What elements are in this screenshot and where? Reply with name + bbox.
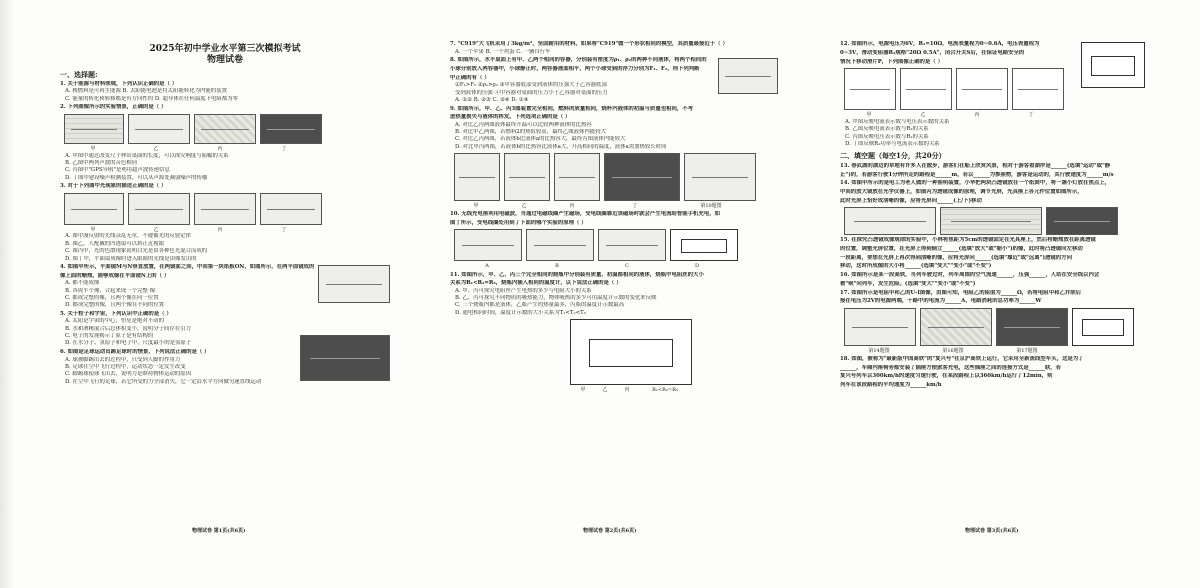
option-line: B. 乙图中两列声波的音色相同: [65, 159, 138, 166]
high-speed-train-photo: [996, 308, 1068, 346]
option-line: B. 足球在空中飞行过程中，运动状态一定发生改变: [65, 363, 186, 370]
question-line: 8. 如图所示，水平桌面上有甲、乙两个相同的容器，分别装有密度为ρ₁、ρ₂的两种不同液体，将两个相同的: [450, 57, 707, 64]
q12-circuit-figure: [1081, 42, 1145, 88]
three-flask-circuit-figure: [570, 319, 692, 385]
question-line: 2. 下列图像所示的实验情景，正确的是（ ）: [60, 104, 167, 111]
figure-caption: 乙: [521, 203, 527, 210]
question-line: 此时光屏上恰好成清晰的像，应将光屏向______(上/下)移动: [840, 197, 982, 204]
option-line: C. 电子的发现揭示了原子是有结构的: [65, 333, 154, 340]
figure-caption: 丁: [281, 145, 287, 152]
question-line: 小球分别放入两容器中，小球静止时，两容器液面相平，两个小球受到的浮力分别为F₁、F₂，则下列判断: [450, 66, 700, 73]
lens-setup-figure: [844, 207, 936, 235]
figure-caption: 丙: [217, 145, 223, 152]
figure-caption: 乙: [153, 226, 159, 233]
q9-figure-captions: [454, 203, 778, 210]
option-line: D. 在水分子、氢原子和电子中，尺度最小的是氢原子: [65, 340, 192, 347]
option-line: C. 丙图反映电压表示数与R₂的关系: [845, 133, 929, 140]
figure-caption: 第17题图: [1016, 347, 1038, 354]
option-line: A. 甲、丙可探究电阻丝产生电热的多少与电阻大小的关系: [455, 287, 592, 294]
option-line: C. 图丙中，光的色散现象说明白光是由各种色光混合而成的: [65, 248, 208, 255]
option-line: B. 水和酒精混合后总体积变小，说明分子间存在引力: [65, 325, 191, 332]
figure-caption: C: [625, 263, 629, 270]
exam-page-1: [60, 40, 390, 550]
figure-caption: 丁: [632, 203, 638, 210]
figure-caption: 甲: [580, 387, 586, 394]
question-line: 15. 在探究凸透镜成像规律的实验中，小林将焦距为5cm的透镜固定在光具座上，然后将蜡烛放在距离透镜: [840, 237, 1096, 244]
option-line: A. 都不能成像: [65, 280, 100, 287]
figure-caption: 丙: [974, 112, 980, 119]
question-line: 3. 对于下列图中光现象的描述正确的是（ ）: [60, 183, 167, 190]
option-line: D. 都成完整的像，且两个像在不同的位置: [65, 302, 165, 309]
exam-page-2: [450, 40, 778, 550]
brick-wall-figure: [920, 308, 992, 346]
mirror-figure: [260, 193, 322, 225]
graph-figure: [900, 68, 952, 110]
page-footer: 物理试卷 第3页(共6页): [965, 528, 1019, 534]
page-footer: 物理试卷 第1页(共6页): [192, 528, 246, 534]
question-line: 虑热量损失与液体的挥发。下列选项正确的是（ ）: [450, 114, 571, 121]
q17-circuit-figure: [1072, 308, 1134, 346]
train-photo: [1046, 207, 1118, 235]
figure-caption: 第16题图: [942, 347, 964, 354]
scan-shadow: [0, 0, 14, 588]
exam-subtitle: 物理试卷: [206, 55, 243, 66]
option-line: A. 甲图中通过改变尺子伸出桌面的长度，可以探究响度与振幅的关系: [65, 152, 229, 159]
q11-figure: [570, 319, 778, 385]
option-line: A. 一个苹果 B. 一个鸡蛋 C. 一辆自行车: [455, 48, 551, 55]
question-line: 中正确的有（ ）: [450, 74, 490, 81]
option-line: A. 图甲漫反射的光线杂乱无章，不遵循光的反射定律: [65, 233, 191, 240]
exam-page-3: [840, 40, 1145, 550]
motor-figure: [598, 229, 666, 261]
q2-figure-captions: [64, 146, 390, 153]
figure-caption: 乙: [920, 112, 926, 119]
question-line: 7. "C919"大飞机采用了3kg/m³，坚固耐用的材料，如果将"C919"做一个形状相同的模型，其质量最接近于（ ）: [450, 41, 728, 48]
figure-caption: 甲: [866, 112, 872, 119]
option-line: B. 图乙，人配戴的凹透镜可以矫正近视眼: [65, 240, 165, 247]
q9-figures: [454, 153, 778, 201]
optical-bench-figure: [940, 207, 1042, 235]
option-line: 受到液体的压强 ④甲容器对桌面的压力小于乙容器对桌面的压力: [455, 89, 608, 96]
q12-graphs: [844, 68, 1077, 110]
figure-caption: 丙: [217, 226, 223, 233]
option-line: A. 甲图反映电流表示数与电压表示数的关系: [845, 119, 950, 125]
figure-caption: 丙: [624, 387, 630, 394]
question-line: 被"吸"向列车，发生危险。(选填"变大""变小"或"不变"): [840, 280, 976, 287]
option-line: B. 各成半个像，合起来成一个完整 像: [65, 287, 155, 294]
two-containers-figure: [718, 58, 778, 94]
eye-lens-figure: [128, 193, 190, 225]
q17-figure-captions: [844, 348, 1145, 355]
figure-caption: 乙: [153, 145, 159, 152]
electromagnet-figure: [670, 229, 738, 261]
question-line: 17. 如图所示是电阻甲和乙的U-I图像，由图可知，电阻乙的阻值为______Ω，若将电阻甲和乙并联后: [840, 289, 1082, 296]
question-line: 一段距离，要想在光屏上再次得到清晰的像，应将光屏向______(选填"靠近"或"远离")透镜的方向: [840, 254, 1072, 261]
question-line: 图丁所示，受电线圈处用到了下面的哪个实验的原理（ ）: [450, 220, 587, 227]
option-line: C. 三个烧瓶内都是液体，乙瓶产生的热量最多，丙瓶的温度计示数最高: [455, 302, 625, 309]
option-line: ①F₁>F₂ ②ρ₁>ρ₂ ③甲容器底部受到液体的压强大于乙容器底部: [455, 82, 607, 89]
q11-figure-captions: [574, 387, 778, 394]
figure-caption: 第10题图: [700, 203, 722, 210]
option-line: C. 能量的转化和转移都是有方向性的 D. 超导体在任何温度下电阻都为零: [65, 95, 238, 102]
option-line: A. 球被脚踢出去的过程中，只受到人脚的作用力: [65, 356, 181, 363]
question-line: 的位置，调整光屏位置，在光屏上得到倒立______(选填"放大"或"缩小")的像，此时将凸透镜向左移动: [840, 245, 1083, 252]
soccer-photo: [300, 335, 390, 381]
generator-figure: [526, 229, 594, 261]
figure-caption: 甲: [473, 203, 479, 210]
prism-figure: [194, 193, 256, 225]
option-line: A. 核燃料是可再生能源 B. 太阳能电池是将太阳能转化为内能的装置: [65, 88, 227, 95]
q10-figure-captions: [454, 263, 778, 270]
option-line: B. 乙图反映电流表示数与R₂的关系: [845, 126, 929, 133]
question-line: 14. 如图甲所示的是电工为老人做的一种照明装置，小华把两块凸透镜放在一个纸筒中，将一盏小灯放在焦点上，: [840, 180, 1111, 187]
gps-figure: [194, 114, 256, 144]
question-line: 11. 如图所示，甲、乙、丙三个完全相同的烧瓶中分别装有质量、初温都相同的液体，烧瓶中电阻丝的大小: [450, 271, 704, 278]
coil-diagram-figure: [684, 153, 756, 201]
noise-monitor-figure: [260, 114, 322, 144]
q2-figures: [64, 114, 390, 144]
ruler-figure: [64, 114, 124, 144]
option-line: D. 丁图中建设噪声检测装置，可以从声源处减弱噪声的传播: [65, 174, 208, 181]
figure-caption: D: [694, 263, 699, 270]
question-line: 16. 如图所示是某一段高铁，当列车驶过时，列车周围的空气流速______，压强______，人站在安全线以内会: [840, 272, 1100, 279]
option-line: A. ①② B. ②③ C. ③④ D. ①④: [455, 96, 529, 103]
question-line: 情况下移动滑片P，下列图像正确的是（ ）: [840, 58, 943, 65]
q10-figures: [454, 229, 778, 261]
q17-figures: [844, 308, 1145, 346]
figure-caption: 丁: [281, 226, 287, 233]
option-line: D. 对比甲丙两图，若液体b的比热容比液体a大，升高相同的温度，液体a需加热较长时间: [455, 143, 667, 150]
question-line: 中间的放大镜放在光学仪器上，如图丙为透镜成像的原理，调节光屏，光具座上各元件位置如图所示，: [840, 189, 1083, 196]
wireless-charger-photo: [604, 153, 680, 201]
figure-caption: 丙: [569, 203, 575, 210]
q14-figures: [844, 207, 1145, 235]
heating-apparatus-figure: [454, 153, 500, 201]
photo-frame-figure: [844, 308, 916, 346]
option-line: B. 乙、丙可探究不同物质的吸热能力，物体吸热的多少可用温度计示数的变化来反映: [455, 295, 657, 302]
heating-apparatus-figure: [554, 153, 600, 201]
question-line: ______，车厢内座椅旁都安装了插座方便旅客充电，这些插座之间的连接方式是______联，若: [840, 364, 1062, 371]
question-line: 1. 关于能源与材料领域，下列认识正确的是（ ）: [60, 81, 178, 88]
option-line: C. 脚踢球使球飞出去，说明力是维持物体运动的原因: [65, 371, 191, 378]
question-line: 移动，这时所成像的大小将______(选填"变大""变小"或"不变"): [840, 263, 992, 270]
q12-graph-captions: [844, 112, 1145, 119]
figure-caption: 第14题图: [868, 347, 890, 354]
option-line: C. 都成完整的像，且两个像在同一位置: [65, 295, 159, 302]
option-line: D. 丁图反映R₁功率与电流表示数的关系: [845, 141, 940, 148]
page-footer: 物理试卷 第2页(共6页): [583, 528, 637, 534]
option-line: C. 丙图中"GPS导航"是利用超声波传递信息: [65, 167, 170, 174]
question-line: 0~3V，滑动变阻器R₂规格"20Ω 0.5A"，闭合开关S后，在保证电路安全的: [840, 50, 1025, 57]
graph-figure: [844, 68, 896, 110]
magnet-needle-figure: [454, 229, 522, 261]
question-line: 10. 无线充电座利用电磁波，当通过电磁线圈产生磁场，受电线圈靠近该磁场时就会产生电流给智能手机充电，如: [450, 211, 721, 218]
question-line: 像上面的蜡烛，能够成像在平面镜N上的（ ）: [60, 272, 170, 279]
question-line: 18. 如图，被称为"最新版中国高铁"的"复兴号"在京沪高铁上运行，它采用全新流线型车头，这是为了: [840, 355, 1084, 362]
figure-caption: 甲: [90, 145, 96, 152]
option-line: D. 图丁中，平面镜成像时进入眼睛的光线是由像发出的: [65, 255, 197, 262]
question-line: 5. 关于粒子和宇宙，下列认识中正确的是（ ）: [60, 311, 172, 318]
figure-caption: 乙: [602, 387, 608, 394]
exam-title: 2025年初中学业水平第三次模拟考试: [149, 44, 301, 54]
option-line: D. 通电相同时间，温度计示数的大小关系为T₁<T₂<T₃: [455, 309, 586, 316]
question-line: 复兴号列车以300km/h的速度匀速行驶，在某段路程上以360km/h运行了12min，则: [840, 373, 1053, 380]
graph-figure: [1012, 68, 1064, 110]
question-line: 9. 如图所示，甲、乙、丙3图装置完全相同，燃料的质量相同，烧杯内液体的初温与质量也相同，不考: [450, 105, 694, 112]
option-line: D. 在空中飞行的足球，若它所受的力全部消失，它一定沿水平方向做匀速直线运动: [65, 378, 262, 385]
diffuse-reflection-figure: [64, 193, 124, 225]
question-line: 4. 如图甲所示，平面镜M与N垂直放置，在两镜面之间，中间第一块纸板ON，如图所示，在两平面镜成的: [60, 264, 314, 271]
figure-caption: 甲: [90, 226, 96, 233]
q3-figures: [64, 193, 390, 225]
question-line: 6. 如图是足球运动员踢足球时的情景，下列说法正确的是（ ）: [60, 349, 210, 356]
question-line: 接在电压为2V的电源两端，干路中的电流为______A，电路消耗的总功率为______W: [840, 298, 1042, 305]
question-line: 关系为R₁<R₂=R₃，烧瓶内插入相同的温度计，以下说法正确的是（ ）: [450, 280, 622, 287]
question-line: 13. 春武湖的湖边的草地有许多人在散步，游客们在船上欣赏风景，相对于游客看湖岸是______(选填"运动"或"静: [840, 162, 1111, 169]
option-line: C. 对比乙丙两图，若液体b比液体a的比热容大，最终丙图液体内能较大: [455, 136, 626, 143]
figure-caption: 丁: [1028, 112, 1034, 119]
heating-apparatus-figure: [504, 153, 550, 201]
section-heading: 一、选择题:: [60, 69, 98, 79]
option-line: A. 对比乙丙两图液体最终升温可以比较两种液体的比热容: [455, 121, 592, 128]
question-line: 止")的，若游客行驶1分钟所走的路程是______m，若以______为参照物，游客是运动的，其行驶速度为______m/s: [840, 171, 1114, 178]
waveform-figure: [128, 114, 190, 144]
figure-caption: B: [555, 263, 559, 270]
graph-figure: [956, 68, 1008, 110]
resistance-label: R₁<R₂=R₃: [652, 387, 678, 394]
section-heading: 二、填空题（每空1分，共20分）: [840, 151, 946, 161]
figure-caption: A: [485, 263, 489, 270]
option-line: B. 对比甲乙两图，若燃料2的热值较高，最终乙图液体内能较大: [455, 129, 606, 136]
q3-figure-captions: [64, 227, 390, 234]
mirror-setup-figure: [318, 265, 390, 303]
question-line: 12. 如图所示，电源电压为6V，R₁=10Ω，电流表量程为0~0.6A，电压表量程为: [840, 41, 1040, 48]
question-line: 列车在该段路程的平均速度为______km/h: [840, 382, 942, 389]
option-line: A. 太阳是宇宙的中心，恒星是绝对不动的: [65, 318, 164, 325]
